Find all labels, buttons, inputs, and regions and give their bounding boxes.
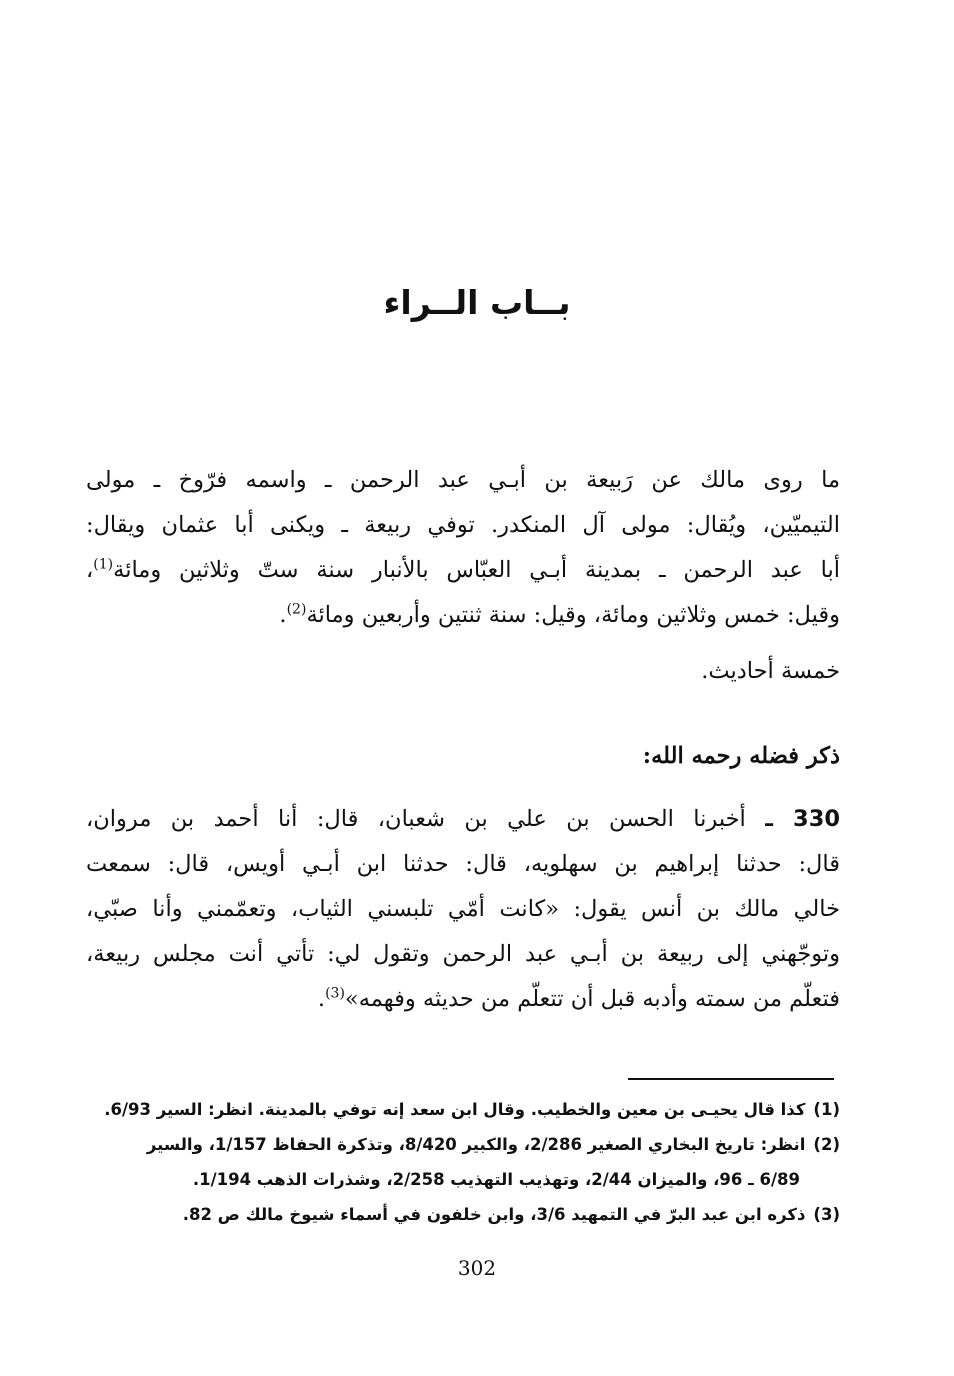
intro-line — [86, 548, 840, 593]
intro-paragraph — [86, 458, 840, 638]
footnote-ref: (3) — [325, 985, 345, 1002]
intro-line-text: وقيل: خمس وثلاثين ومائة، وقيل: سنة ثنتين وأربعين ومائة — [306, 602, 840, 628]
footnotes — [86, 1092, 840, 1232]
footnote-ref: (2) — [286, 601, 307, 618]
footnote — [86, 1127, 840, 1162]
hadith-line: خالي مالك بن أنس يقول: «كانت أمّي تلبسني الثياب، وتعمّمني وأنا صبّي، — [86, 896, 840, 922]
hadith-number: 330 ـ — [765, 806, 841, 832]
footnote-number: (2) — [813, 1135, 840, 1154]
footnote-text: ذكره ابن عبد البرّ في التمهيد 3/6، وابن خلفون في أسماء شيوخ مالك ص 82. — [182, 1205, 806, 1224]
intro-line — [86, 593, 840, 638]
hadith-paragraph — [86, 797, 840, 1022]
intro-line: التيميّين، ويُقال: مولى آل المنكدر. توفي ربيعة ـ ويكنى أبا عثمان ويقال: — [86, 512, 840, 538]
footnote-separator — [628, 1078, 834, 1080]
punctuation: . — [317, 986, 326, 1012]
punctuation: . — [279, 602, 287, 628]
hadith-line-text: أخبرنا الحسن بن علي بن شعبان، قال: أنا أحمد بن مروان، — [86, 806, 746, 832]
footnote-number: (3) — [813, 1205, 840, 1224]
footnote — [86, 1197, 840, 1232]
page-number: 302 — [457, 1256, 497, 1280]
hadith-count: خمسة أحاديث. — [701, 658, 840, 684]
hadith-line — [86, 977, 840, 1022]
intro-line-text: أبا عبد الرحمن ـ بمدينة أبـي العبّاس بالأنبار سنة ستّ وثلاثين ومائة — [113, 557, 840, 583]
footnote — [86, 1092, 840, 1127]
footnote-text: كذا قال يحيـى بن معين والخطيب. وقال ابن سعد إنه توفي بالمدينة. انظر: السير 6/93. — [104, 1100, 806, 1119]
section-heading: ذكر فضله رحمه الله: — [642, 743, 840, 769]
punctuation: ، — [86, 557, 94, 583]
footnote-number: (1) — [813, 1100, 840, 1119]
hadith-line-text: فتعلّم من سمته وأدبه قبل أن تتعلّم من حديثه وفهمه» — [344, 986, 840, 1012]
chapter-title: بــاب الــراء — [383, 283, 571, 322]
footnote-text: انظر: تاريخ البخاري الصغير 2/286، والكبير 8/420، وتذكرة الحفاظ 1/157، والسير — [146, 1135, 806, 1154]
intro-line: ما روى مالك عن رَبيعة بن أبـي عبد الرحمن ـ واسمه فرّوخ ـ مولى — [86, 467, 840, 493]
footnote-continuation: 6/89 ـ 96، والميزان 2/44، وتهذيب التهذيب 2/258، وشذرات الذهب 1/194. — [192, 1170, 800, 1189]
hadith-line — [86, 797, 840, 842]
footnote-ref: (1) — [93, 556, 114, 573]
hadith-line: وتوجّهني إلى ربيعة بن أبـي عبد الرحمن وتقول لي: تأتي أنت مجلس ربيعة، — [86, 941, 840, 967]
hadith-line: قال: حدثنا إبراهيم بن سهلويه، قال: حدثنا ابن أبـي أويس، قال: سمعت — [86, 851, 840, 877]
